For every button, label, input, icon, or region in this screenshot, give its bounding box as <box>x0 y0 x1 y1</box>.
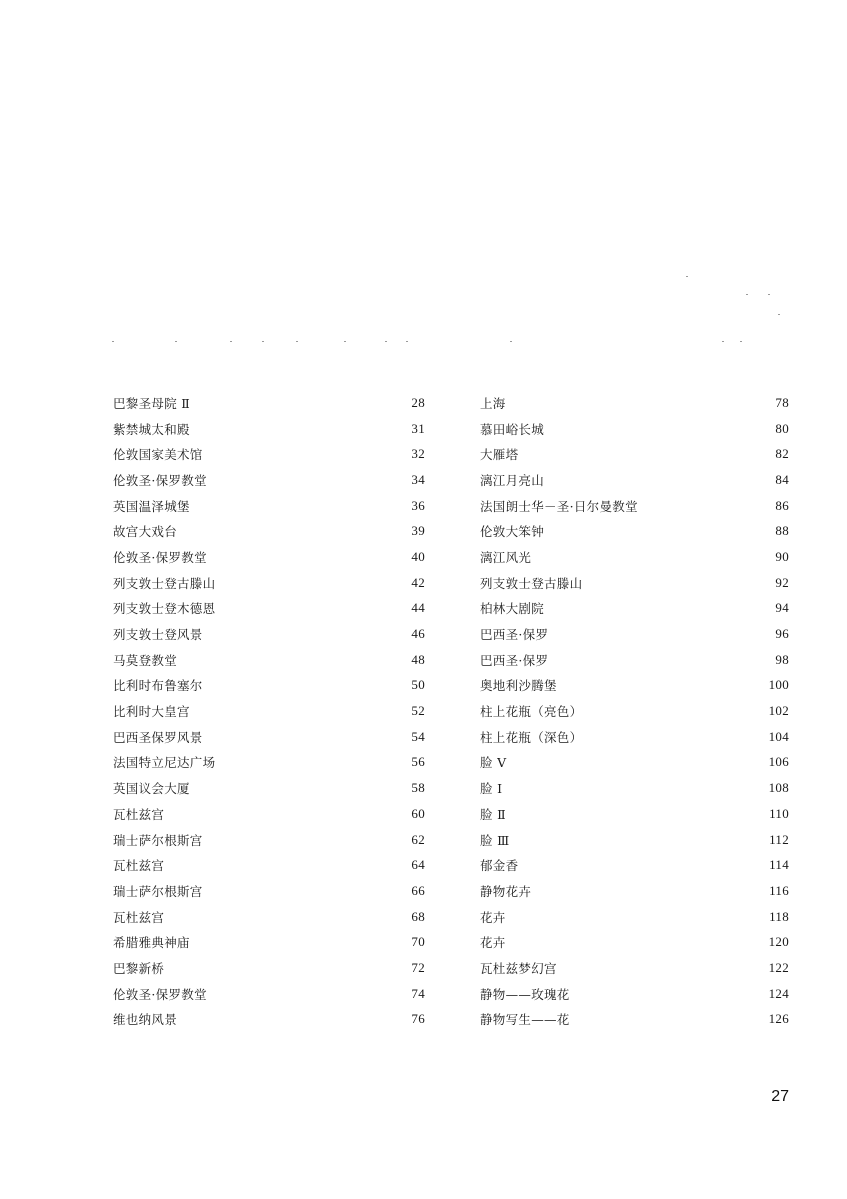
toc-entry <box>113 673 425 699</box>
toc-entry-title: 伦敦大笨钟 <box>480 524 545 540</box>
toc-entry-title: 脸 Ⅰ <box>480 781 503 797</box>
scan-speck <box>296 341 298 342</box>
toc-entry-page: 48 <box>411 651 425 667</box>
toc-entry <box>480 673 789 699</box>
toc-entry <box>480 955 789 981</box>
toc-entry-title: 巴黎新桥 <box>113 960 165 976</box>
toc-entry <box>480 518 789 544</box>
toc-entry-title: 故宫大戏台 <box>113 524 178 540</box>
toc-entry-title: 维也纳风景 <box>113 1012 178 1028</box>
toc-entry-title: 脸 Ⅴ <box>480 755 507 771</box>
toc-entry <box>480 750 789 776</box>
toc-entry-page: 70 <box>411 934 425 950</box>
toc-entry-title: 瓦杜兹宫 <box>113 806 165 822</box>
toc-entry-page: 74 <box>411 985 425 1001</box>
toc-entry-title: 柱上花瓶（亮色） <box>480 704 583 720</box>
toc-entry <box>113 904 425 930</box>
toc-entry <box>480 416 789 442</box>
toc-entry-page: 110 <box>769 805 789 821</box>
toc-entry <box>480 493 789 519</box>
toc-entry-page: 84 <box>775 471 789 487</box>
scan-speck <box>746 294 748 295</box>
toc-entry-page: 104 <box>768 728 789 744</box>
toc-entry-page: 94 <box>775 600 789 616</box>
scan-speck <box>112 341 114 342</box>
toc-entry-page: 102 <box>768 703 789 719</box>
toc-entry-page: 58 <box>411 780 425 796</box>
toc-entry-title: 花卉 <box>480 909 506 925</box>
toc-entry-title: 郁金香 <box>480 858 519 874</box>
toc-entry-page: 86 <box>775 497 789 513</box>
toc-entry <box>480 390 789 416</box>
toc-entry <box>480 904 789 930</box>
toc-entry-page: 72 <box>411 959 425 975</box>
toc-entry <box>113 493 425 519</box>
toc-entry-title: 伦敦圣·保罗教堂 <box>113 986 207 1002</box>
toc-entry-page: 66 <box>411 882 425 898</box>
toc-entry <box>480 698 789 724</box>
toc-entry-page: 60 <box>411 805 425 821</box>
toc-entry-page: 54 <box>411 728 425 744</box>
toc-entry-page: 64 <box>411 857 425 873</box>
scan-speck <box>722 341 724 342</box>
toc-entry-title: 马莫登教堂 <box>113 652 178 668</box>
toc-entry-page: 52 <box>411 703 425 719</box>
toc-entry-title: 瓦杜兹宫 <box>113 909 165 925</box>
toc-entry <box>113 570 425 596</box>
toc-entry-title: 奥地利沙腾堡 <box>480 678 557 694</box>
toc-entry-page: 126 <box>768 1011 789 1027</box>
page-number: 27 <box>771 1088 789 1105</box>
toc-entry-title: 列支敦士登木德恩 <box>113 601 216 617</box>
toc-entry-page: 114 <box>769 857 789 873</box>
toc-entry-page: 100 <box>768 677 789 693</box>
toc-entry-title: 花卉 <box>480 935 506 951</box>
toc-entry-title: 紫禁城太和殿 <box>113 421 190 437</box>
toc-entry-page: 68 <box>411 908 425 924</box>
toc-entry <box>113 827 425 853</box>
scan-speck <box>768 294 770 295</box>
scan-speck <box>778 314 780 315</box>
scan-speck <box>230 341 232 342</box>
toc-column-left <box>113 390 425 1032</box>
toc-entry <box>480 929 789 955</box>
toc-entry <box>480 544 789 570</box>
toc-entry-title: 巴西圣·保罗 <box>480 627 549 643</box>
toc-entry-page: 28 <box>411 394 425 410</box>
toc-entry-page: 46 <box>411 626 425 642</box>
toc-entry-page: 96 <box>775 626 789 642</box>
toc-entry <box>113 750 425 776</box>
toc-entry-title: 柏林大剧院 <box>480 601 545 617</box>
toc-entry <box>113 467 425 493</box>
toc-entry <box>113 596 425 622</box>
toc-entry-title: 瑞士萨尔根斯宫 <box>113 832 203 848</box>
toc-entry-title: 瓦杜兹梦幻宫 <box>480 960 557 976</box>
toc-entry <box>480 878 789 904</box>
toc-entry-title: 法国特立尼达广场 <box>113 755 216 771</box>
toc-entry <box>480 570 789 596</box>
toc-entry <box>480 1007 789 1033</box>
toc-entry-title: 希腊雅典神庙 <box>113 935 190 951</box>
toc-entry-page: 36 <box>411 497 425 513</box>
toc-entry <box>113 621 425 647</box>
toc-entry <box>480 441 789 467</box>
toc-entry-title: 瑞士萨尔根斯宫 <box>113 883 203 899</box>
toc-column-right <box>480 390 789 1032</box>
toc-entry-page: 92 <box>775 574 789 590</box>
toc-entry <box>480 647 789 673</box>
toc-entry <box>113 878 425 904</box>
toc-entry-title: 静物花卉 <box>480 883 532 899</box>
toc-entry <box>480 621 789 647</box>
scan-speck <box>510 341 512 342</box>
toc-entry <box>480 596 789 622</box>
toc-entry-title: 巴黎圣母院 Ⅱ <box>113 395 191 411</box>
toc-entry-title: 漓江月亮山 <box>480 472 545 488</box>
toc-entry-page: 80 <box>775 420 789 436</box>
toc-entry-title: 静物写生——花 <box>480 1012 570 1028</box>
toc-entry <box>480 981 789 1007</box>
toc-entry <box>113 955 425 981</box>
scan-speck <box>686 276 688 277</box>
toc-entry <box>113 981 425 1007</box>
toc-entry-page: 88 <box>775 523 789 539</box>
toc-entry-title: 上海 <box>480 395 506 411</box>
toc-entry-page: 108 <box>768 780 789 796</box>
toc-entry <box>113 929 425 955</box>
toc-entry-title: 巴西圣·保罗 <box>480 652 549 668</box>
scan-speck <box>344 341 346 342</box>
toc-entry <box>480 852 789 878</box>
toc-entry-page: 78 <box>775 394 789 410</box>
toc-entry-title: 柱上花瓶（深色） <box>480 729 583 745</box>
scan-speck <box>406 341 408 342</box>
toc-entry-page: 62 <box>411 831 425 847</box>
toc-entry-page: 44 <box>411 600 425 616</box>
toc-entry <box>113 724 425 750</box>
toc-entry-title: 伦敦圣·保罗教堂 <box>113 472 207 488</box>
toc-entry-page: 40 <box>411 548 425 564</box>
toc-entry-page: 32 <box>411 446 425 462</box>
toc-entry <box>480 724 789 750</box>
toc-entry <box>480 827 789 853</box>
toc-entry <box>113 801 425 827</box>
toc-entry-title: 巴西圣保罗风景 <box>113 729 203 745</box>
toc-entry-title: 英国温泽城堡 <box>113 498 190 514</box>
toc-entry-page: 50 <box>411 677 425 693</box>
toc-entry <box>113 390 425 416</box>
scan-speck <box>175 341 177 342</box>
toc-entry-title: 脸 Ⅱ <box>480 806 506 822</box>
toc-entry-title: 静物——玫瑰花 <box>480 986 570 1002</box>
toc-entry <box>113 544 425 570</box>
toc-entry <box>113 775 425 801</box>
toc-entry-title: 脸 Ⅲ <box>480 832 510 848</box>
scan-speck <box>385 341 387 342</box>
toc-entry-page: 82 <box>775 446 789 462</box>
toc-entry <box>113 647 425 673</box>
toc-entry <box>480 801 789 827</box>
toc-entry-title: 大雁塔 <box>480 447 519 463</box>
toc-entry <box>480 467 789 493</box>
toc-entry-page: 42 <box>411 574 425 590</box>
toc-entry-title: 瓦杜兹宫 <box>113 858 165 874</box>
toc-entry-page: 118 <box>769 908 789 924</box>
toc-entry <box>113 1007 425 1033</box>
toc-entry-page: 98 <box>775 651 789 667</box>
toc-entry <box>480 775 789 801</box>
toc-entry-page: 31 <box>411 420 425 436</box>
toc-entry-title: 慕田峪长城 <box>480 421 545 437</box>
toc-entry-page: 124 <box>768 985 789 1001</box>
toc-entry-title: 伦敦圣·保罗教堂 <box>113 549 207 565</box>
toc-entry <box>113 852 425 878</box>
scan-speck <box>740 341 742 342</box>
toc-entry <box>113 518 425 544</box>
toc-entry-title: 列支敦士登古滕山 <box>480 575 583 591</box>
toc-entry-title: 伦敦国家美术馆 <box>113 447 203 463</box>
toc-entry-page: 106 <box>768 754 789 770</box>
toc-entry-page: 122 <box>768 959 789 975</box>
toc-entry-title: 比利时大皇宫 <box>113 704 190 720</box>
toc-entry-page: 120 <box>768 934 789 950</box>
toc-entry-page: 116 <box>769 882 789 898</box>
toc-entry-page: 76 <box>411 1011 425 1027</box>
toc-entry-page: 34 <box>411 471 425 487</box>
toc-entry-page: 56 <box>411 754 425 770</box>
toc-entry-title: 列支敦士登风景 <box>113 627 203 643</box>
toc-entry-page: 112 <box>769 831 789 847</box>
toc-entry-page: 39 <box>411 523 425 539</box>
scan-speck <box>262 341 264 342</box>
toc-entry-title: 比利时布鲁塞尔 <box>113 678 203 694</box>
toc-entry-title: 列支敦士登古滕山 <box>113 575 216 591</box>
toc-entry <box>113 441 425 467</box>
toc-entry-title: 漓江风光 <box>480 549 532 565</box>
toc-entry-title: 英国议会大厦 <box>113 781 190 797</box>
toc-entry <box>113 698 425 724</box>
toc-entry-title: 法国朗士华－圣·日尔曼教堂 <box>480 498 638 514</box>
toc-entry-page: 90 <box>775 548 789 564</box>
toc-entry <box>113 416 425 442</box>
